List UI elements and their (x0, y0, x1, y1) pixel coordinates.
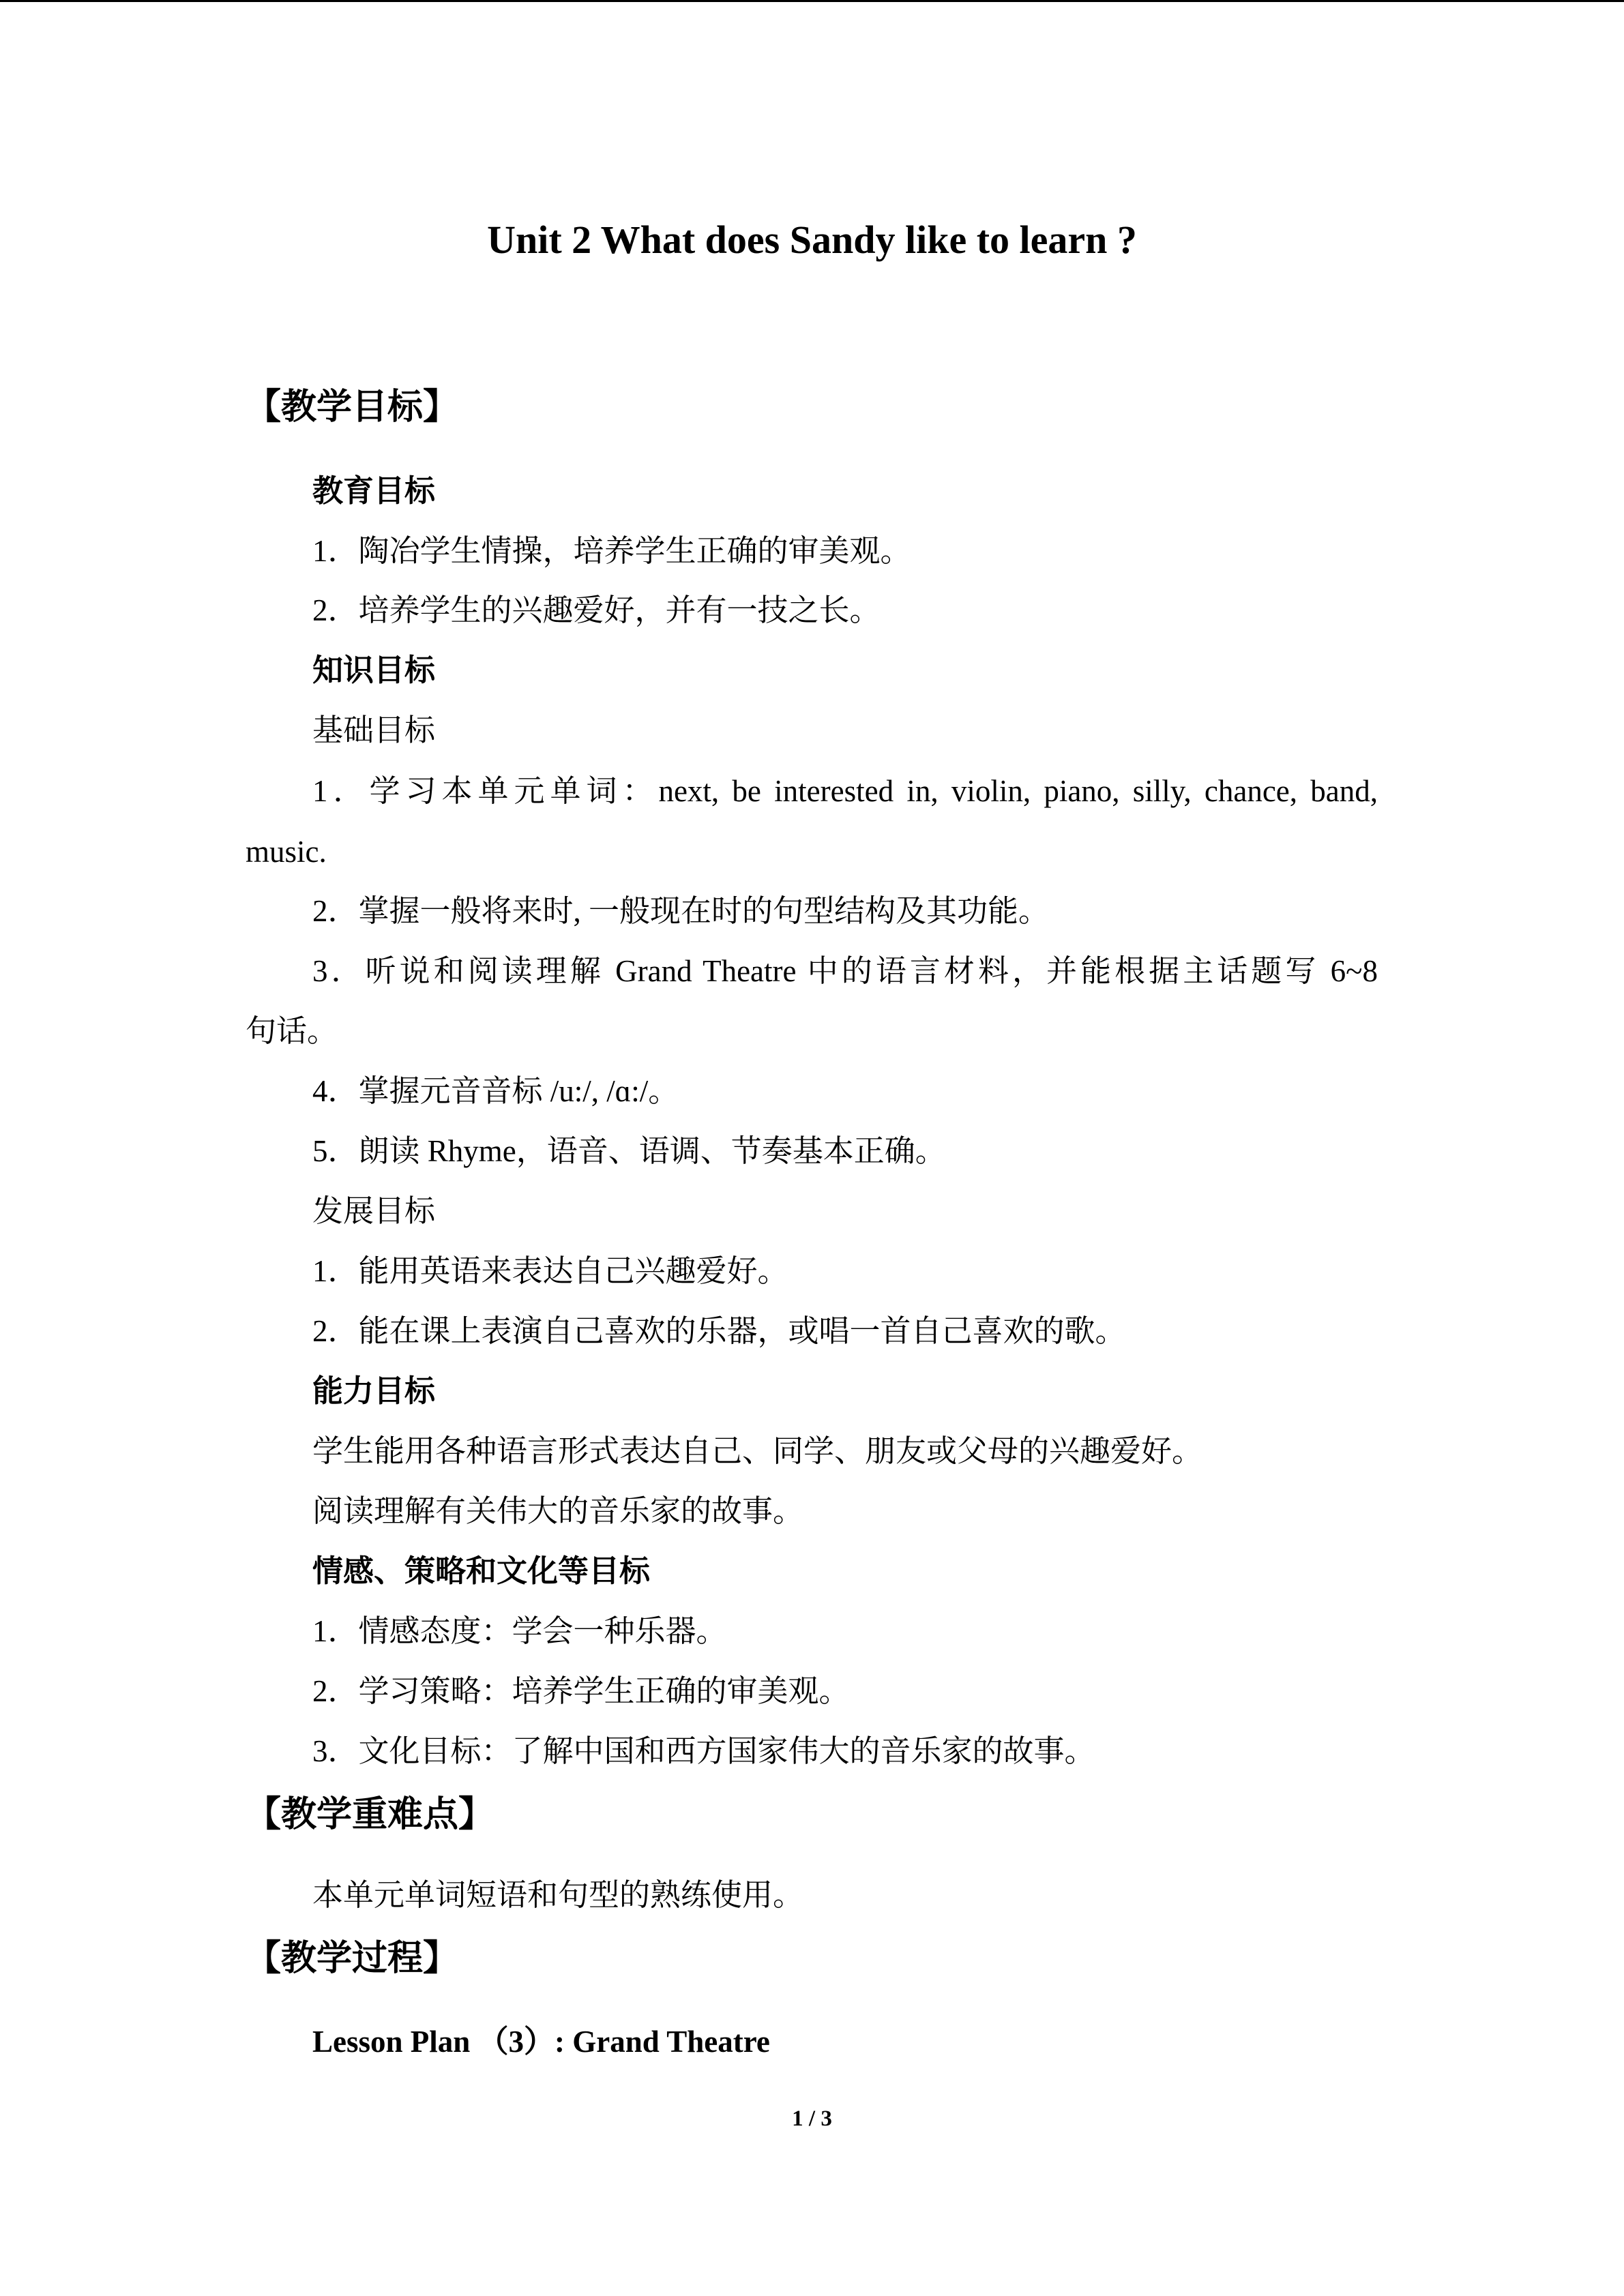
basic-goal-4: 4．掌握元音音标 /u:/, /ɑ:/。 (312, 1074, 679, 1108)
subheading-basic-goals: 基础目标 (312, 713, 436, 747)
document-title: Unit 2 What does Sandy like to learn ? (487, 218, 1137, 262)
emotion-goal-2: 2．学习策略：培养学生正确的审美观。 (312, 1674, 850, 1708)
subheading-education-goals: 教育目标 (312, 474, 436, 508)
top-border-line (0, 0, 1624, 2)
section-heading-process: 【教学过程】 (246, 1939, 459, 1978)
section-heading-key-points: 【教学重难点】 (246, 1795, 494, 1834)
subheading-knowledge-goals: 知识目标 (312, 653, 436, 687)
key-points-text: 本单元单词短语和句型的熟练使用。 (312, 1878, 804, 1912)
section-heading-objectives: 【教学目标】 (246, 388, 459, 427)
development-goal-1: 1．能用英语来表达自己兴趣爱好。 (312, 1254, 788, 1288)
education-goal-2: 2．培养学生的兴趣爱好，并有一技之长。 (312, 593, 881, 627)
lesson-plan-title: Lesson Plan （3）: Grand Theatre (312, 2025, 770, 2059)
subheading-emotion-strategy-culture-goals: 情感、策略和文化等目标 (312, 1554, 651, 1588)
subheading-development-goals: 发展目标 (312, 1194, 436, 1228)
ability-goal-1: 学生能用各种语言形式表达自己、同学、朋友或父母的兴趣爱好。 (312, 1434, 1203, 1468)
education-goal-1: 1．陶冶学生情操，培养学生正确的审美观。 (312, 534, 911, 568)
development-goal-2: 2．能在课上表演自己喜欢的乐器，或唱一首自己喜欢的歌。 (312, 1314, 1126, 1348)
ability-goal-2: 阅读理解有关伟大的音乐家的故事。 (312, 1494, 804, 1528)
basic-goal-2: 2．掌握一般将来时, 一般现在时的句型结构及其功能。 (312, 894, 1050, 928)
page-number: 1 / 3 (792, 2106, 832, 2131)
basic-goal-5: 5．朗读 Rhyme，语音、语调、节奏基本正确。 (312, 1134, 946, 1168)
subheading-ability-goals: 能力目标 (312, 1374, 436, 1408)
emotion-goal-3: 3．文化目标：了解中国和西方国家伟大的音乐家的故事。 (312, 1734, 1095, 1768)
emotion-goal-1: 1．情感态度：学会一种乐器。 (312, 1614, 727, 1648)
basic-goal-1-line-2: music. (246, 835, 327, 869)
basic-goal-3-line-1: 3．听说和阅读理解 Grand Theatre 中的语言材料，并能根据主话题写 6~8 (312, 954, 1378, 988)
basic-goal-1-line-1: 1．学习本单元单词：next, be interested in, violin, piano, silly, chance, band, (312, 774, 1378, 808)
basic-goal-3-line-2: 句话。 (246, 1014, 338, 1048)
